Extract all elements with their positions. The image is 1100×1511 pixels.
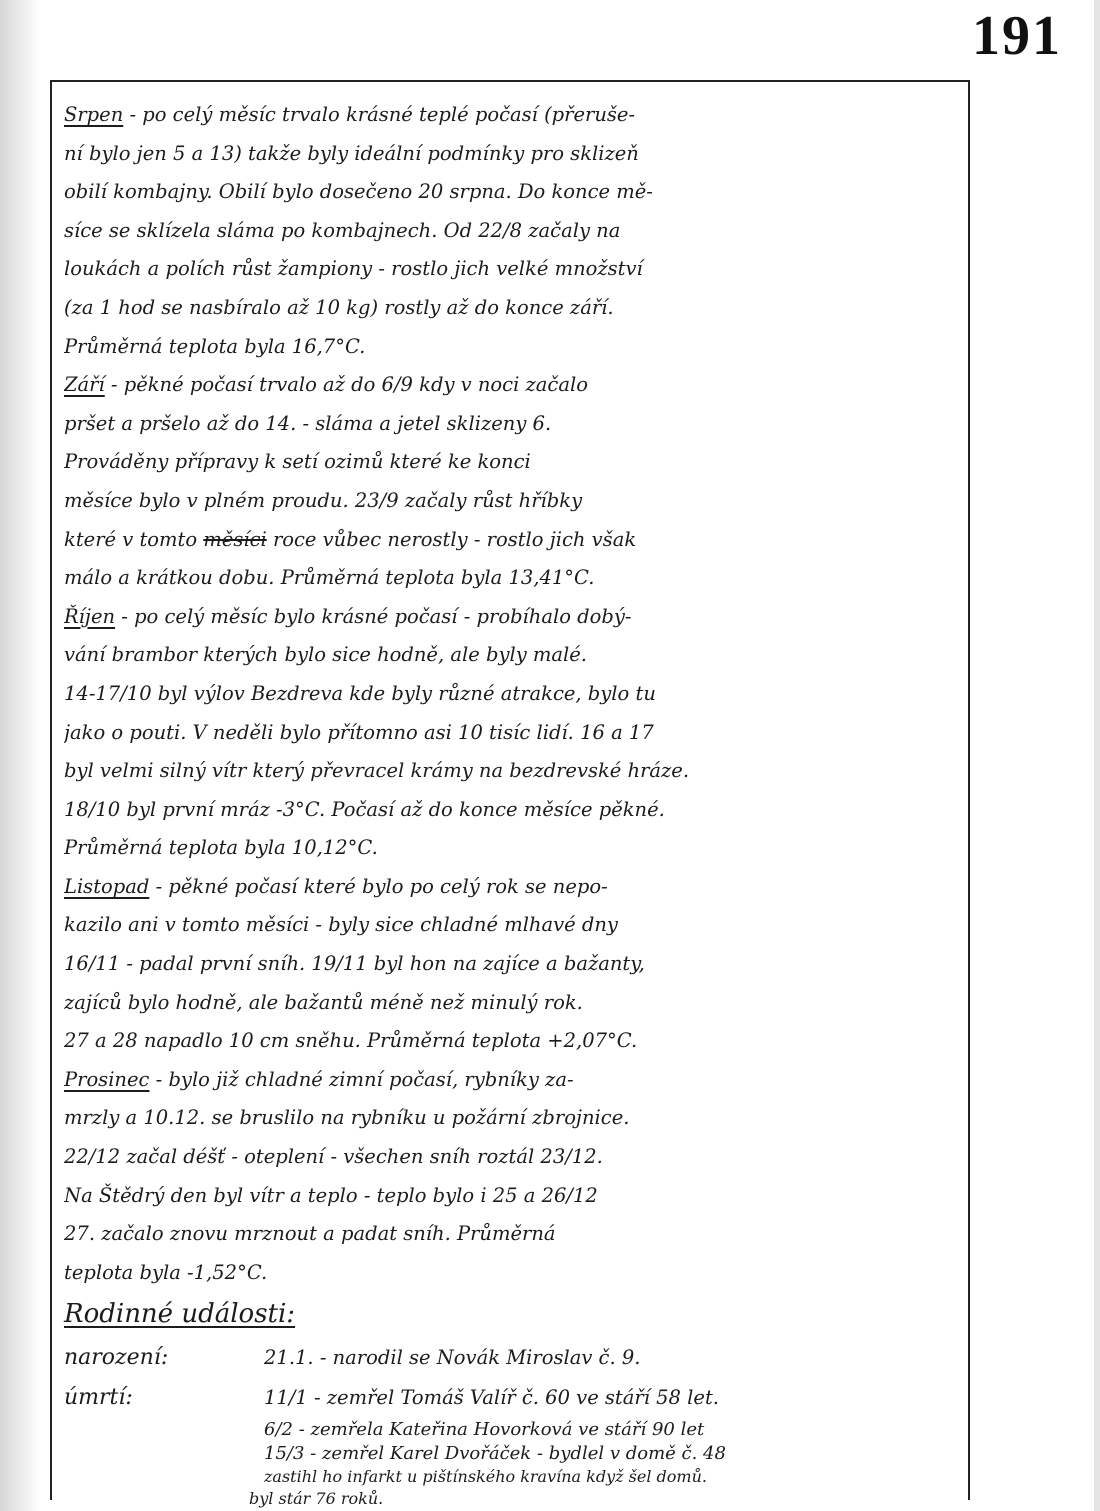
paragraph-rijen xyxy=(64,598,959,868)
paragraph-listopad xyxy=(64,868,959,1061)
death-entry: 6/2 - zemřela Kateřina Hovorková ve stáří 90 let xyxy=(264,1419,705,1441)
text-line: jako o pouti. V neděli bylo přítomno asi 10 tisíc lidí. 16 a 17 xyxy=(64,720,654,744)
text-line: 27 a 28 napadlo 10 cm sněhu. Průměrná teplota +2,07°C. xyxy=(64,1029,638,1053)
text-line: kazilo ani v tomto měsíci - byly sice chladné mlhavé dny xyxy=(64,913,618,937)
paragraph-prosinec xyxy=(64,1061,959,1293)
month-heading: Listopad xyxy=(64,874,150,898)
text-line: 16/11 - padal první sníh. 19/11 byl hon na zajíce a bažanty, xyxy=(64,952,645,976)
death-row xyxy=(64,1418,959,1442)
text-line: ní bylo jen 5 a 13) takže byly ideální podmínky pro sklizeň xyxy=(64,141,639,165)
text-line: - po celý měsíc trvalo krásné teplé počasí (přeruše- xyxy=(123,103,636,126)
text-line: - pěkné počasí trvalo až do 6/9 kdy v noci začalo xyxy=(104,373,588,397)
month-heading: Srpen xyxy=(64,103,124,126)
text-line: 14-17/10 byl výlov Bezdreva kde byly různé atrakce, bylo tu xyxy=(64,681,656,705)
text-line: vání brambor kterých bylo sice hodně, ale byly malé. xyxy=(64,643,588,667)
text-line: Průměrná teplota byla 10,12°C. xyxy=(64,836,378,860)
births-label: narození: xyxy=(64,1345,169,1371)
text-line: měsíce bylo v plném proudu. 23/9 začaly růst hříbky xyxy=(64,488,583,512)
paragraph-zari xyxy=(64,366,959,598)
text-line: Prováděny přípravy k setí ozimů které ke konci xyxy=(64,450,531,474)
text-line: - pěkné počasí které bylo po celý rok se nepo- xyxy=(149,874,608,898)
text-line: mrzly a 10.12. se bruslilo na rybníku u požární zbrojnice. xyxy=(64,1106,630,1130)
birth-entry: 21.1. - narodil se Novák Miroslav č. 9. xyxy=(264,1346,641,1370)
text-line: byl velmi silný vítr který převracel krámy na bezdrevské hráze. xyxy=(64,759,690,783)
text-line: 22/12 začal déšť - oteplení - všechen sníh roztál 23/12. xyxy=(64,1145,603,1169)
month-heading: Říjen xyxy=(64,604,116,628)
page-number: 191 xyxy=(972,5,1062,67)
text-line: které v tomto xyxy=(64,527,204,551)
text-line: Průměrná teplota byla 16,7°C. xyxy=(64,334,366,358)
struck-word: měsíci xyxy=(203,527,267,551)
month-heading: Prosinec xyxy=(64,1067,150,1091)
month-heading: Září xyxy=(64,373,105,397)
deaths-row xyxy=(64,1378,959,1418)
text-line: loukách a polích růst žampiony - rostlo jich velké množství xyxy=(64,257,643,281)
death-entry: 11/1 - zemřel Tomáš Valíř č. 60 ve stáří 58 let. xyxy=(264,1386,719,1410)
text-line: 18/10 byl první mráz -3°C. Počasí až do konce měsíce pěkné. xyxy=(64,797,665,821)
text-line: Na Štědrý den byl vítr a teplo - teplo bylo i 25 a 26/12 xyxy=(64,1183,598,1207)
death-row xyxy=(64,1442,959,1466)
text-line: málo a krátkou dobu. Průměrná teplota byla 13,41°C. xyxy=(64,566,595,590)
deaths-label: úmrtí: xyxy=(64,1385,133,1411)
family-events xyxy=(64,1338,959,1510)
text-line: roce vůbec nerostly - rostlo jich však xyxy=(266,527,637,551)
text-line: pršet a pršelo až do 14. - sláma a jetel sklizeny 6. xyxy=(64,411,552,435)
page-edge xyxy=(1094,0,1100,1511)
text-line: - bylo již chladné zimní počasí, rybníky za- xyxy=(149,1067,574,1091)
death-entry: 15/3 - zemřel Karel Dvořáček - bydlel v domě č. 48 xyxy=(264,1443,726,1465)
text-line: obilí kombajny. Obilí bylo dosečeno 20 srpna. Do konce mě- xyxy=(64,180,653,204)
text-line: - po celý měsíc bylo krásné počasí - probíhalo dobý- xyxy=(115,604,632,628)
text-line: (za 1 hod se nasbíralo až 10 kg) rostly až do konce září. xyxy=(64,295,614,319)
paragraph-srpen xyxy=(64,96,959,366)
text-line: síce se sklízela sláma po kombajnech. Od 22/8 začaly na xyxy=(64,218,621,242)
death-entry-continuation: zastihl ho infarkt u pištínského kravína když šel domů. xyxy=(264,1467,707,1487)
death-entry-continuation: byl stár 76 roků. xyxy=(249,1489,384,1509)
text-line: 27. začalo znovu mrznout a padat sníh. Průměrná xyxy=(64,1222,556,1246)
text-line: teplota byla -1,52°C. xyxy=(64,1260,268,1284)
family-events-heading: Rodinné události: xyxy=(64,1299,296,1330)
chronicle-text xyxy=(64,96,959,1510)
text-line: zajíců bylo hodně, ale bažantů méně než minulý rok. xyxy=(64,990,583,1014)
binding-shadow xyxy=(0,0,40,1511)
births-row xyxy=(64,1338,959,1378)
